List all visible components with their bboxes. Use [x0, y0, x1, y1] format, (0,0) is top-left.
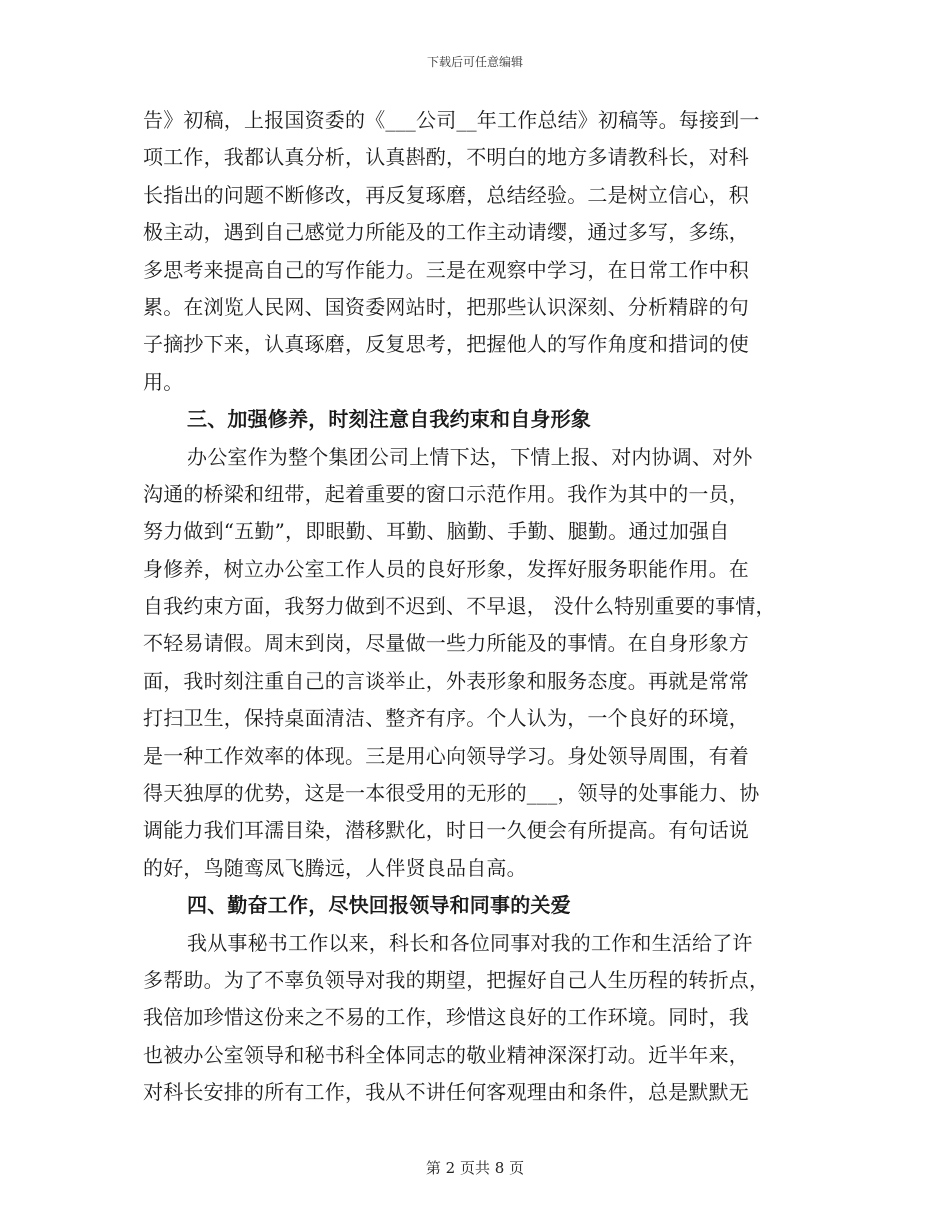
- body-line: 得天独厚的优势，这是一本很受用的无形的___，领导的处事能力、协: [143, 781, 760, 806]
- body-line: 面，我时刻注重自己的言谈举止，外表形象和服务态度。再就是常常: [143, 668, 749, 693]
- body-line: 多帮助。为了不辜负领导对我的期望，把握好自己人生历程的转折点，: [143, 967, 770, 992]
- body-line: 对科长安排的所有工作，我从不讲任何客观理由和条件，总是默默无: [143, 1080, 749, 1105]
- body-line: 努力做到“五勤”，即眼勤、耳勤、脑勤、手勤、腿勤。通过加强自: [143, 519, 730, 544]
- paragraph-start: 我从事秘书工作以来，科长和各位同事对我的工作和生活给了许: [187, 930, 753, 955]
- body-line: 身修养，树立办公室工作人员的良好形象，发挥好服务职能作用。在: [143, 556, 749, 581]
- section-heading-4: 四、勤奋工作，尽快回报领导和同事的关爱: [187, 893, 571, 918]
- body-line: 调能力我们耳濡目染，潜移默化，时日一久便会有所提高。有句话说: [143, 818, 749, 843]
- body-line: 打扫卫生，保持桌面清洁、整齐有序。个人认为，一个良好的环境，: [143, 706, 749, 731]
- body-line: 是一种工作效率的体现。三是用心向领导学习。身处领导周围，有着: [143, 743, 749, 768]
- body-line: 的好，鸟随鸾凤飞腾远，人伴贤良品自高。: [143, 855, 527, 880]
- page-number: 第 2 页共 8 页: [425, 1159, 525, 1177]
- body-line: 累。在浏览人民网、国资委网站时，把那些认识深刻、分析精辟的句: [143, 294, 749, 319]
- body-line: 自我约束方面，我努力做到不迟到、不早退， 没什么特别重要的事情，: [143, 594, 776, 619]
- body-line: 也被办公室领导和秘书科全体同志的敬业精神深深打动。近半年来，: [143, 1042, 749, 1067]
- section-heading-3: 三、加强修养，时刻注意自我约束和自身形象: [187, 407, 591, 432]
- body-line: 多思考来提高自己的写作能力。三是在观察中学习，在日常工作中积: [143, 257, 749, 282]
- page-header: 下载后可任意编辑: [426, 55, 523, 69]
- body-line: 用。: [143, 369, 184, 394]
- body-line: 沟通的桥梁和纽带，起着重要的窗口示范作用。我作为其中的一员，: [143, 481, 749, 506]
- paragraph-start: 办公室作为整个集团公司上情下达，下情上报、对内协调、对外: [187, 444, 753, 469]
- body-line: 子摘抄下来，认真琢磨，反复思考，把握他人的写作角度和措词的使: [143, 332, 749, 357]
- body-line: 长指出的问题不断修改，再反复琢磨，总结经验。二是树立信心，积: [143, 182, 749, 207]
- document-body: [143, 102, 815, 1112]
- body-line: 我倍加珍惜这份来之不易的工作，珍惜这良好的工作环境。同时，我: [143, 1005, 749, 1030]
- body-line: 告》初稿，上报国资委的《___公司__年工作总结》初稿等。每接到一: [143, 108, 760, 132]
- body-line: 不轻易请假。周末到岗，尽量做一些力所能及的事情。在自身形象方: [143, 631, 749, 656]
- body-line: 极主动，遇到自己感觉力所能及的工作主动请缨，通过多写，多练，: [143, 220, 749, 245]
- body-line: 项工作，我都认真分析，认真斟酌，不明白的地方多请教科长，对科: [143, 145, 749, 170]
